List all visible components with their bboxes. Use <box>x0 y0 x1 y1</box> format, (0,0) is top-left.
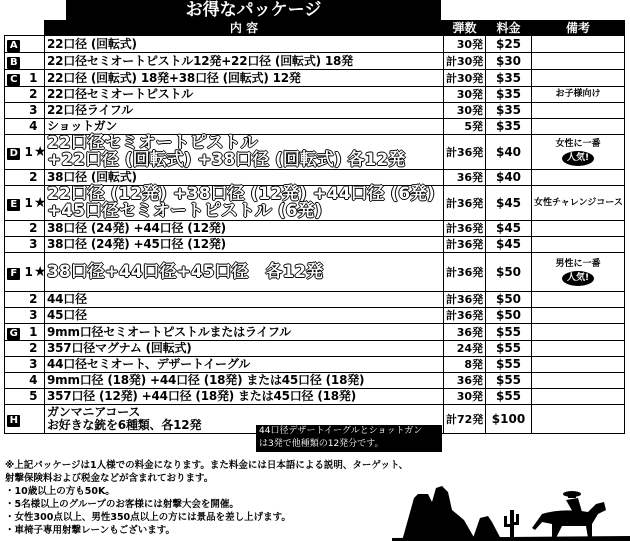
star-icon: ★ <box>33 263 47 280</box>
combo-note-line1: 44口径デザートイーグルとショットガン <box>259 426 423 436</box>
package-desc: 22口径ライフル <box>45 103 444 119</box>
row-number: 2 <box>23 221 45 237</box>
row-number: 3 <box>23 308 45 324</box>
row-number: 3 <box>23 237 45 253</box>
table-row <box>5 135 625 170</box>
rounds-cell: 30発 <box>444 87 486 103</box>
price-cell: $55 <box>486 373 532 389</box>
package-desc: ショットガン <box>45 119 444 135</box>
header-remarks: 備考 <box>532 21 625 36</box>
price-cell: $45 <box>486 221 532 237</box>
price-cell: $50 <box>486 253 532 292</box>
table-row <box>5 324 625 341</box>
row-number: 3 <box>23 103 45 119</box>
rounds-cell: 8発 <box>444 357 486 373</box>
remark-cell: 女性に一番 <box>555 139 601 149</box>
rounds-cell: 30発 <box>444 36 486 53</box>
package-desc: 357口径 (12発) +44口径 (18発) または45口径 (18発) <box>45 389 444 405</box>
row-number: 2 <box>23 170 45 186</box>
table-row <box>5 373 625 389</box>
package-table <box>4 20 625 434</box>
group-label-e: E <box>7 199 20 211</box>
table-row <box>5 186 625 221</box>
footnote: ※上記パッケージは1人様での料金になります。また料金には日本語による説明、ターゲット、 <box>5 460 409 471</box>
horse-rider-icon <box>532 491 606 538</box>
cowboy-desert-illustration <box>392 458 630 541</box>
footnote: ・5名様以上のグループのお客様には射撃大会を開催。 <box>5 499 239 510</box>
price-cell: $100 <box>486 405 532 434</box>
header-price: 料金 <box>486 21 532 36</box>
rounds-cell: 36発 <box>444 324 486 341</box>
combo-note-line2: は3発で他種類の12発分です。 <box>259 439 384 449</box>
rounds-cell: 計36発 <box>444 308 486 324</box>
price-cell: $55 <box>486 324 532 341</box>
package-desc-line2: +22口径 (回転式) +38口径 (回転式) 各12発 <box>47 150 406 170</box>
header-rounds: 弾数 <box>444 21 486 36</box>
package-desc: 38口径+44口径+45口径 各12発 <box>47 261 324 282</box>
rounds-cell: 24発 <box>444 341 486 357</box>
footnote: ・女性300点以上、男性350点以上の方には景品を差し上げます。 <box>5 512 291 523</box>
rounds-cell: 36発 <box>444 170 486 186</box>
rounds-cell: 計36発 <box>444 292 486 308</box>
table-header-row <box>5 21 625 36</box>
popular-badge: 人気! <box>562 151 594 166</box>
table-row <box>5 103 625 119</box>
footnote: 射撃保険料および税金などが含まれております。 <box>5 473 214 484</box>
group-label-b: B <box>7 57 20 69</box>
remark-cell: 男性に一番 <box>555 259 601 269</box>
package-desc: 44口径セミオート、デザートイーグル <box>45 357 444 373</box>
row-number: 1 <box>23 324 45 341</box>
remark-cell: 女性チャレンジコース <box>532 186 625 221</box>
price-cell: $35 <box>486 87 532 103</box>
price-cell: $35 <box>486 119 532 135</box>
table-row <box>5 237 625 253</box>
rounds-cell: 36発 <box>444 373 486 389</box>
star-icon: ★ <box>33 194 47 211</box>
rounds-cell: 計30発 <box>444 53 486 70</box>
row-number: 2 <box>23 341 45 357</box>
table-row <box>5 341 625 357</box>
package-desc-line1: 22口径セミオートピストル <box>47 133 258 153</box>
package-desc-line1: 22口径 (12発) +38口径 (12発) +44口径 (6発) <box>47 184 435 204</box>
group-label-g: G <box>7 328 20 340</box>
price-cell: $25 <box>486 36 532 53</box>
table-row <box>5 308 625 324</box>
page-title: お得なパッケージ <box>66 0 441 20</box>
footnote: ・10歳以上の方も50K。 <box>5 486 115 497</box>
rounds-cell: 5発 <box>444 119 486 135</box>
price-cell: $35 <box>486 70 532 87</box>
price-cell: $30 <box>486 53 532 70</box>
table-row <box>5 292 625 308</box>
rounds-cell: 計36発 <box>444 221 486 237</box>
rounds-cell: 30発 <box>444 103 486 119</box>
row-number: 1 <box>24 195 33 210</box>
price-cell: $45 <box>486 186 532 221</box>
combo-note <box>256 425 442 452</box>
package-desc: 9mm口径 (18発) +44口径 (18発) または45口径 (18発) <box>45 373 444 389</box>
table-row <box>5 357 625 373</box>
row-number: 5 <box>23 389 45 405</box>
price-cell: $35 <box>486 103 532 119</box>
rounds-cell: 計72発 <box>444 405 486 434</box>
package-desc: 22口径セミオートピストル <box>45 87 444 103</box>
table-row <box>5 221 625 237</box>
package-desc: 22口径セミオートピストル12発+22口径 (回転式) 18発 <box>45 53 444 70</box>
price-cell: $40 <box>486 170 532 186</box>
table-row <box>5 389 625 405</box>
package-desc-line2: +45口径セミオートピストル (6発) <box>47 201 323 221</box>
price-cell: $50 <box>486 308 532 324</box>
group-label-d: D <box>7 148 20 160</box>
row-number: 1 <box>24 144 33 159</box>
package-desc: 44口径 <box>45 292 444 308</box>
remark-cell: お子様向け <box>532 87 625 103</box>
popular-badge: 人気! <box>562 271 594 286</box>
row-number: 2 <box>23 87 45 103</box>
price-cell: $50 <box>486 292 532 308</box>
rounds-cell: 計36発 <box>444 186 486 221</box>
price-cell: $55 <box>486 389 532 405</box>
price-cell: $55 <box>486 341 532 357</box>
footnotes <box>5 459 425 537</box>
row-number: 2 <box>23 292 45 308</box>
group-label-a: A <box>7 40 20 52</box>
package-desc: 38口径 (24発) +44口径 (12発) <box>45 221 444 237</box>
package-desc: 38口径 (24発) +45口径 (12発) <box>45 237 444 253</box>
rounds-cell: 計36発 <box>444 135 486 170</box>
group-label-c: C <box>7 74 20 86</box>
price-cell: $55 <box>486 357 532 373</box>
package-desc: 22口径 (回転式) <box>45 36 444 53</box>
group-label-f: F <box>7 268 20 280</box>
row-number: 1 <box>24 264 33 279</box>
package-desc-line2: お好きな銃を6種類、各12発 <box>47 418 202 432</box>
row-number: 1 <box>23 70 45 87</box>
row-number: 3 <box>23 357 45 373</box>
group-label-h: H <box>7 415 20 427</box>
package-desc-line1: ガンマニアコース <box>47 405 141 419</box>
cactus-icon <box>504 510 519 538</box>
table-row <box>5 36 625 53</box>
package-desc: 38口径 (回転式) <box>45 170 444 186</box>
table-row <box>5 70 625 87</box>
rounds-cell: 30発 <box>444 389 486 405</box>
package-desc: 45口径 <box>45 308 444 324</box>
price-cell: $45 <box>486 237 532 253</box>
table-row <box>5 53 625 70</box>
footnote: ・車椅子専用射撃レーンもございます。 <box>5 525 176 536</box>
table-row <box>5 253 625 292</box>
package-desc: 22口径 (回転式) 18発+38口径 (回転式) 12発 <box>45 70 444 87</box>
package-desc: 9mm口径セミオートピストルまたはライフル <box>45 324 444 341</box>
row-number: 4 <box>23 373 45 389</box>
rounds-cell: 計30発 <box>444 70 486 87</box>
package-desc: 357口径マグナム (回転式) <box>45 341 444 357</box>
price-cell: $40 <box>486 135 532 170</box>
rounds-cell: 計36発 <box>444 253 486 292</box>
header-content: 内 容 <box>45 21 444 36</box>
star-icon: ★ <box>33 143 47 160</box>
row-number: 4 <box>23 119 45 135</box>
table-row <box>5 87 625 103</box>
rounds-cell: 計36発 <box>444 237 486 253</box>
